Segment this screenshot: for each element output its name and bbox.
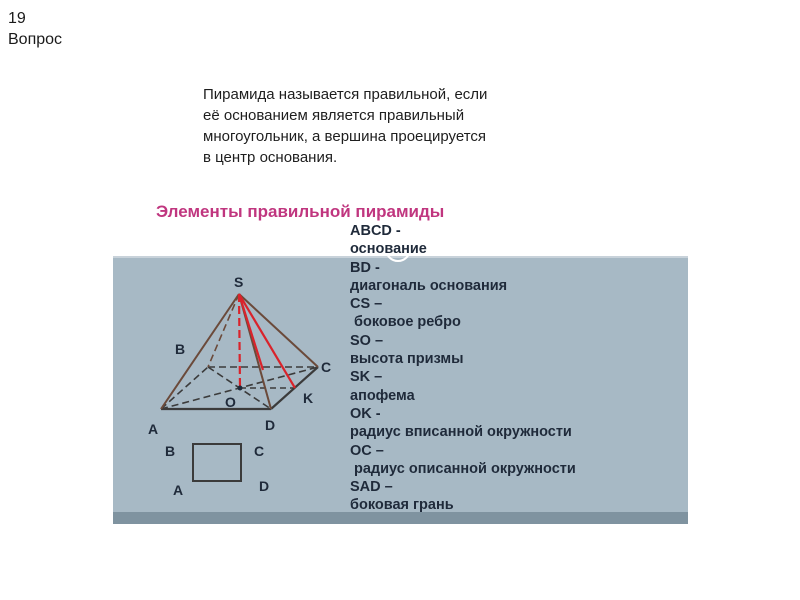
definition-line-3: многоугольник, а вершина проецируется	[203, 128, 487, 145]
label-a: A	[148, 421, 159, 437]
element-line: радиус вписанной окружности	[350, 424, 572, 441]
element-line: BD -	[350, 259, 380, 276]
element-line: SK –	[350, 369, 383, 386]
label-s: S	[234, 274, 244, 290]
base-square	[193, 444, 241, 481]
label-k: K	[303, 390, 314, 406]
square-label-d: D	[259, 478, 270, 494]
label-b: B	[175, 341, 186, 357]
element-line: боковая грань	[350, 497, 454, 514]
label-c: C	[321, 359, 332, 375]
apothem-sk	[239, 294, 295, 388]
definition-line-2: её основанием является правильный	[203, 107, 465, 124]
square-label-c: C	[254, 443, 265, 459]
definition-line-4: в центр основания.	[203, 149, 338, 166]
elements-list	[350, 222, 576, 515]
question-header	[8, 8, 62, 50]
square-label-b: B	[165, 443, 176, 459]
element-line: SO –	[350, 332, 384, 349]
definition-line-1: Пирамида называется правильной, если	[203, 86, 488, 103]
element-line: CS –	[350, 296, 383, 313]
question-number: 19	[8, 10, 26, 27]
point-o	[238, 386, 243, 391]
element-line: радиус описанной окружности	[354, 460, 576, 477]
pyramid-height	[239, 294, 295, 388]
element-line: SAD –	[350, 479, 393, 496]
element-line: боковое ребро	[354, 314, 461, 331]
element-line: OC –	[350, 442, 384, 459]
square-label-a: A	[173, 482, 184, 498]
element-line: OK -	[350, 405, 381, 422]
question-label: Вопрос	[8, 31, 63, 48]
element-line: диагональ основания	[350, 277, 508, 294]
element-line: апофема	[350, 387, 415, 404]
label-d: D	[265, 417, 276, 433]
panel-title: Элементы правильной пирамиды	[156, 202, 445, 221]
edge-sb	[208, 294, 239, 367]
definition-text	[203, 84, 593, 168]
element-line: основание	[350, 241, 427, 258]
pyramid-elements-panel	[113, 194, 688, 524]
element-line: высота призмы	[350, 351, 464, 368]
element-line: ABCD -	[350, 223, 401, 239]
height-so	[239, 294, 240, 388]
label-o: O	[225, 394, 236, 410]
